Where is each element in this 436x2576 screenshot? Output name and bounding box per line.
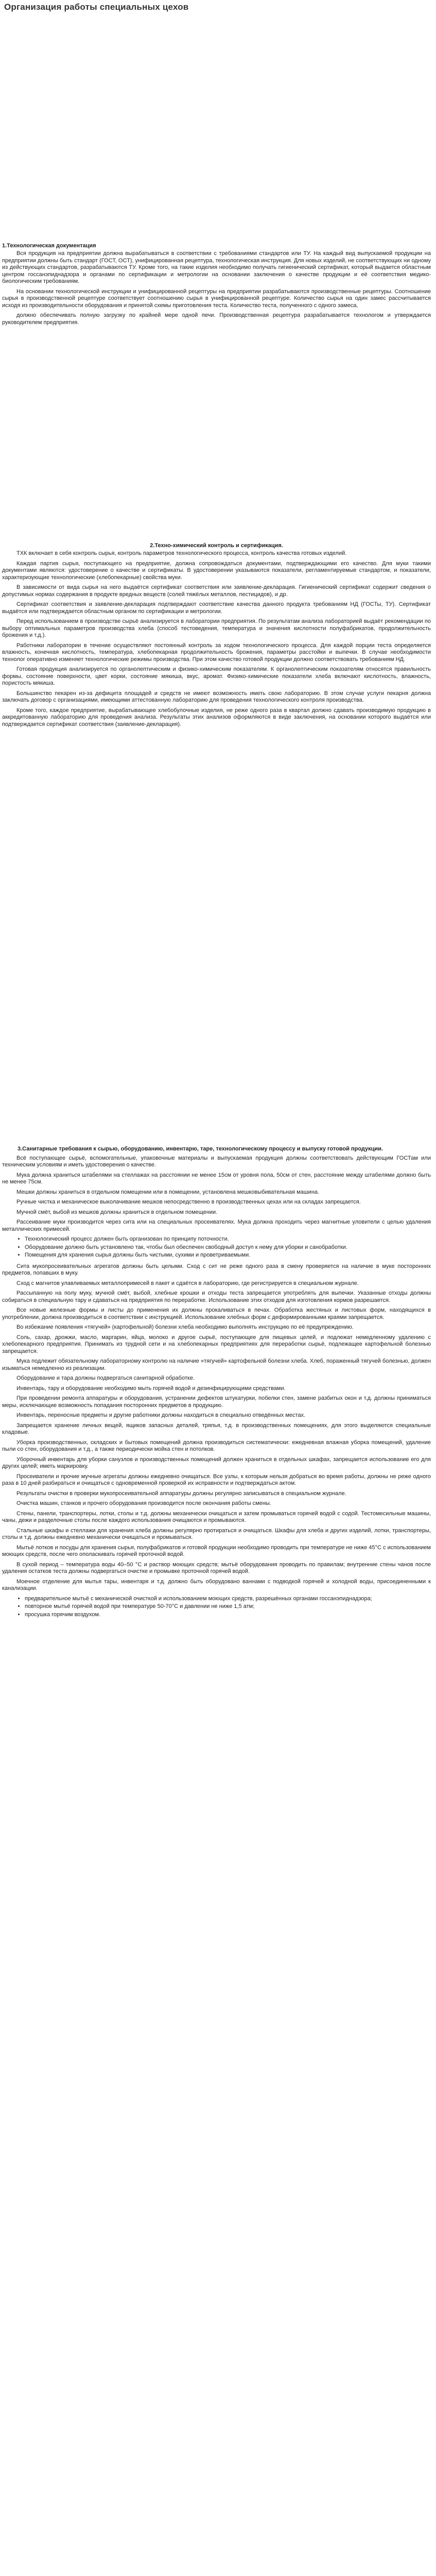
paragraph: Уборка производственных, складских и бытовых помещений должна производиться систематически: ежедневная влажная уборка помещений, удаление пыли со стен, оборудования и т.д., а также периодически мойка стен и потолков. [2, 1439, 431, 1452]
paragraph: Стальные шкафы и стеллажи для хранения хлеба должны регулярно протираться и очищаться. Шкафы для хлеба и других изделий, лотки, транспортеры, столы и т.д. должны ежедневно механически очищаться и промываться. [2, 1527, 431, 1540]
paragraph: Мытьё лотков и посуды для хранения сырья, полуфабрикатов и готовой продукции необходимо проводить при температуре не ниже 45°С с использованием моющих средств, после чего ополаскивать горячей проточной водой. [2, 1544, 431, 1557]
paragraph: В сухой период – температура воды 40–50 °С и раствор моющих средств; мытьё оборудования проводить по правилам; внутренние стены чанов после удаления остатков теста должны подвергаться очистке и промывке проточной горячей водой. [2, 1561, 431, 1574]
paragraph: Очистка машин, станков и прочего оборудования производится после окончания работы смены. [16, 1500, 271, 1506]
section-heading: 3.Санитарные требования к сырью, оборудованию, инвентарю, таре, технологическому процессу и выпуску готовой продукции. [18, 1146, 383, 1152]
list-item: • повторное мытьё горячей водой при температуре 50-70°С и давлении не ниже 1,5 атм; [25, 1603, 431, 1611]
paragraph: Кроме того, каждое предприятие, вырабатывающее хлебобулочные изделия, не реже одного раза в квартал должно сдавать производимую продукцию в аккредитованную лабораторию для проведения анализа. Результаты этих анализов оформляются в виде заключения, на основании которого выдаётся или подтверждается сертификат соответствия (заявление-декларация). [2, 707, 431, 727]
paragraph: Просеиватели и прочие мучные агрегаты должны ежедневно очищаться. Все узлы, к которым нельзя добраться во время работы, должны не реже одного раза в 10 дней разбираться и очищаться с одновременной проверкой их исправности и подтверждаться актом. [2, 1473, 431, 1486]
bullet-list [18, 1596, 431, 1619]
list-item: • Помещения для хранения сырья должны быть чистыми, сухими и проветриваемыми. [25, 1252, 431, 1259]
paragraph: Стены, панели, транспортеры, лотки, столы и т.д. должны механически очищаться и затем промываться горячей водой с содой. Тестомесильные машины, чаны, дежи и разделочные столы после каждого использования очищаются и промываются. [2, 1510, 431, 1523]
paragraph: Результаты очистки в проверки мукопросеивательной аппаратуры должны регулярно записываться в специальном журнале. [16, 1490, 346, 1497]
list-item: • Технологический процесс должен быть организован по принципу поточности. [25, 1236, 431, 1243]
paragraph: Каждая партия сырья, поступающего на предприятие, должна сопровождаться документами, подтверждающими его качество. Для муки такими документами являются: удостоверение о качестве и сертификаты. В удостоверении указываются показатели, регламентируемые стандартом, и показатели, характеризующие технологические (хлебопекарные) свойства муки. [2, 560, 431, 581]
paragraph: Вся продукция на предприятии должна вырабатываться в соответствии с требованиями стандартов или ТУ. На каждый вид выпускаемой продукции на предприятии должны быть стандарт (ГОСТ, ОСТ), унифицированная рецептура, технологическая инструкция. Для новых изделий, не соответствующих ни одному из действующих стандартов, разрабатываются ТУ. Кроме того, на такие изделия необходимо получать гигиенический сертификат, который выдается областным центром госсанэпиднадзора и органами по сертификации и метрологии на основании заключения о качестве продукции и её соответствия медико-биологическим требованиям. [2, 250, 431, 284]
paragraph: Инвентарь, тару и оборудование необходимо мыть горячей водой и дезинфицирующими средствами. [16, 1385, 286, 1392]
paragraph: Готовая продукция анализируется по органолептическим и физико-химическим показателям. К органолептическим показателям относятся правильность формы, состояние поверхности, цвет корки, состояние мякиша, вкус, аромат. Физико-химические показатели хлеба включают кислотность, влажность, пористость мякиша. [2, 666, 431, 686]
section-techno-chemical-control [2, 542, 431, 731]
paragraph: Ручные чистка и механическое выколачивание мешков непосредственно в производственных цехах или на складах запрещается. [16, 1199, 361, 1205]
paragraph: Рассыпанную на полу муку, мучной смёт, выбой, хлебные крошки и отходы теста запрещается употреблять для выпечки. Указанные отходы должны собираться в специальную тару и сдаваться на предприятия по переработке. Использование этих отходов для изготовления кормов разрешается. [2, 1290, 431, 1303]
paragraph: Мука должна храниться штабелями на стеллажах на расстоянии не менее 15см от уровня пола, 50см от стен, расстояние между штабелями должно быть не менее 75см. [2, 1172, 431, 1185]
paragraph: Сита мукопросеивательных агрегатов должны быть целыми. Сход с сит не реже одного раза в смену проверяется на наличие в муке посторонних предметов, попавших в муку. [2, 1263, 431, 1276]
paragraph: должно обеспечивать полную загрузку по крайней мере одной печи. Производственная рецептура разрабатывается технологом и утверждается руководителем предприятия. [2, 312, 431, 326]
section-heading: 2.Техно-химический контроль и сертификация. [150, 543, 283, 549]
paragraph: Оборудование и тара должны подвергаться санитарной обработке. [16, 1375, 195, 1381]
paragraph: Инвентарь, переносные предметы и другие работники должны находиться в специально отведённых местах. [16, 1412, 306, 1418]
list-item: • Оборудование должно быть установлено так, чтобы был обеспечен свободный доступ к нему для уборки и санобработки. [25, 1244, 431, 1251]
paragraph: Мучной смёт, выбой из мешков должны храниться в отдельном помещении. [16, 1209, 218, 1215]
paragraph: Мешки должны храниться в отдельном помещении или в помещении, установлена мешковыбивательная машина. [16, 1189, 320, 1195]
bullet-list [18, 1236, 431, 1259]
section-technical-documentation [2, 242, 431, 329]
paragraph: Моечное отделение для мытья тары, инвентаря и т.д. должно быть оборудовано ваннами с подводкой горячей и холодной воды, присоединенными к канализации. [2, 1578, 431, 1591]
section-heading: 1.Технологическая документация [2, 243, 96, 249]
paragraph: Сертификат соответствия и заявление-декларация подтверждают соответствие качества данного продукта требованиям НД (ГОСТы, ТУ). Сертификат выдаётся или подтверждается областным органом по сертификации и метрологии. [2, 601, 431, 615]
paragraph: Запрещается хранение личных вещей, ящиков запасных деталей, тряпья, т.д. в производственных помещениях, для этого выделяются специальные кладовые. [2, 1422, 431, 1435]
page-title: Организация работы специальных цехов [4, 2, 189, 12]
paragraph: Работники лаборатории в течение осуществляют постоянный контроль за ходом технологического процесса. Для каждой порции теста определяется влажность, конечная кислотность, температура, хлебопекарная продолжительность брожения, параметры расстойки и выпечки. В случае необходимости технолог оперативно изменяет технологические режимы производства. При этом качество готовой продукции должно соответствовать требованиям НД. [2, 642, 431, 663]
list-item: • просушка горячим воздухом. [25, 1612, 431, 1619]
paragraph: Во избежание появления «тягучей» (картофельной) болезни хлеба необходимо выполнять инструкцию по её предупреждению. [16, 1324, 354, 1330]
paragraph: ТХК включает в себя контроль сырья, контроль параметров технологического процесса, контроль качества готовых изделий. [16, 550, 347, 556]
paragraph: Уборочный инвентарь для уборки санузлов и производственных помещений должен храниться в отдельных шкафах, запрещается использование его для других целей; иметь маркировку. [2, 1456, 431, 1469]
paragraph: Соль, сахар, дрожжи, масло, маргарин, яйца, молоко и другое сырьё, поступающее для пищевых целей, и подлежат немедленному удалению с хлебопекарного предприятия. Принимать из трудной сети и на хлебопекарных предприятиях для переработки сырьё, подлежащее картофельной болезнью запрещается. [2, 1334, 431, 1354]
paragraph: При проведении ремонта аппаратуры и оборудования, устранении дефектов штукатурки, побелки стен, замене разбитых окон и т.д. должны приниматься меры, исключающие возможность попадания посторонних предметов в продукцию. [2, 1395, 431, 1409]
paragraph: В зависимости от вида сырья на него выдаётся сертификат соответствия или заявление-декларация. Гигиенический сертификат содержит сведения о допустимых нормах содержания в продукте вредных веществ (солей тяжёлых металлов, пестицидов), и др. [2, 584, 431, 598]
list-item: • предварительное мытьё с механической очисткой и использованием моющих средств, разрешённых органами госсанэпиднадзора; [25, 1596, 431, 1603]
section-sanitary-requirements [2, 1143, 431, 1622]
paragraph: Перед использованием в производстве сырьё анализируется в лаборатории предприятия. По результатам анализа лабораторией выдаёт рекомендации по выбору оптимальных параметров производства хлеба (способ тестоведения, температура и значения кислотности полуфабрикатов, продолжительность брожения и т.д.). [2, 618, 431, 638]
paragraph: Сход с магнитов улавливаемых металлопримесей в пакет и сдаётся в лабораторию, где регистрируется в специальном журнале. [16, 1280, 359, 1286]
paragraph: Мука подлежит обязательному лабораторному контролю на наличие «тягучей» картофельной болезни хлеба. Хлеб, пораженный тягучей болезнью, должен изыматься немедленно из реализации. [2, 1358, 431, 1371]
paragraph: Рассеивание муки производится через сита или на специальных просеивателях. Мука должна проходить через магнитные уловители с целью удаления металлических примесей. [2, 1219, 431, 1232]
paragraph: Всё поступающее сырьё, вспомогательные, упаковочные материалы и выпускаемая продукция должны соответствовать действующим ГОСТам или техническим условиям и иметь удостоверения о качестве. [2, 1155, 431, 1168]
paragraph: Все новые железные формы и листы до применения их должны прокаливаться в печах. Обработка жестяных и листовых форм, находящихся в употреблении, должна производиться в соответствии с инструкцией. Использование хлебных форм с деформированными краями запрещается. [2, 1307, 431, 1320]
paragraph: Большинство пекарен из-за дефицита площадей и средств не имеют возможность иметь свою лабораторию. В этом случае услуги пекарня должна заключать договор с организациями, имеющими аттестованную лабораторию для проведения технологического контроля производства. [2, 690, 431, 703]
paragraph: На основании технологической инструкции и унифицированной рецептуры на предприятии разрабатываются производственные рецептуры. Соотношение сырья в производственной рецептуре соответствует соотношению сырья в унифицированной рецептуре. Количество сырья на один замес рассчитывается исходя из производительности оборудования и принятой схемы приготовления теста. Количество теста, полученного с одного замеса, [2, 288, 431, 309]
